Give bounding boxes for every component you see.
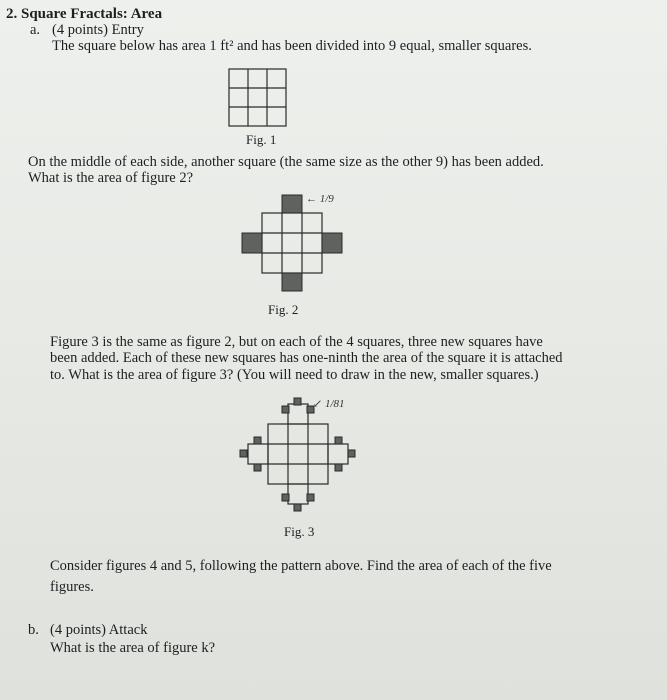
figure-2-handwritten-note: ← 1/9: [306, 193, 334, 205]
part-b-header: (4 points) Attack: [50, 622, 148, 638]
figure-3-fractal: [236, 398, 366, 518]
figure-2-bottom-square: [282, 273, 302, 291]
figure-3-prompt-line1: Figure 3 is the same as figure 2, but on each of the 4 squares, three new squares have: [50, 334, 543, 350]
figures-4-5-prompt-line2: figures.: [50, 579, 94, 595]
figure-2-prompt-line2: What is the area of figure 2?: [28, 170, 194, 186]
figure-2-cross: [240, 195, 350, 295]
figure-3-prompt-line3: to. What is the area of figure 3? (You will need to draw in the new, smaller squares.): [50, 367, 539, 383]
figure-2-prompt-line1: On the middle of each side, another square (the same size as the other 9) has been added.: [28, 154, 544, 170]
part-b-label: b.: [28, 622, 39, 638]
part-b-question: What is the area of figure k?: [50, 640, 216, 656]
figure-3-handwritten-note: ↙ 1/81: [313, 398, 345, 410]
figure-1-caption: Fig. 1: [246, 132, 277, 147]
figure-3-prompt-line2: been added. Each of these new squares has one-ninth the area of the square it is attached: [50, 350, 563, 366]
figure-2-left-square: [242, 233, 262, 253]
part-a-label: a.: [30, 22, 41, 38]
figure-3-small-squares: [240, 398, 355, 511]
part-a-header: (4 points) Entry: [52, 22, 144, 38]
figure-2-right-square: [322, 233, 342, 253]
figure-3-caption: Fig. 3: [284, 524, 315, 539]
figure-2-caption: Fig. 2: [268, 302, 299, 317]
part-a-intro: The square below has area 1 ft² and has been divided into 9 equal, smaller squares.: [52, 38, 532, 54]
figure-1-grid: [228, 68, 288, 128]
figures-4-5-prompt-line1: Consider figures 4 and 5, following the pattern above. Find the area of each of the five: [50, 558, 552, 574]
figure-2-top-square: [282, 195, 302, 213]
problem-title: 2. Square Fractals: Area: [6, 6, 163, 22]
